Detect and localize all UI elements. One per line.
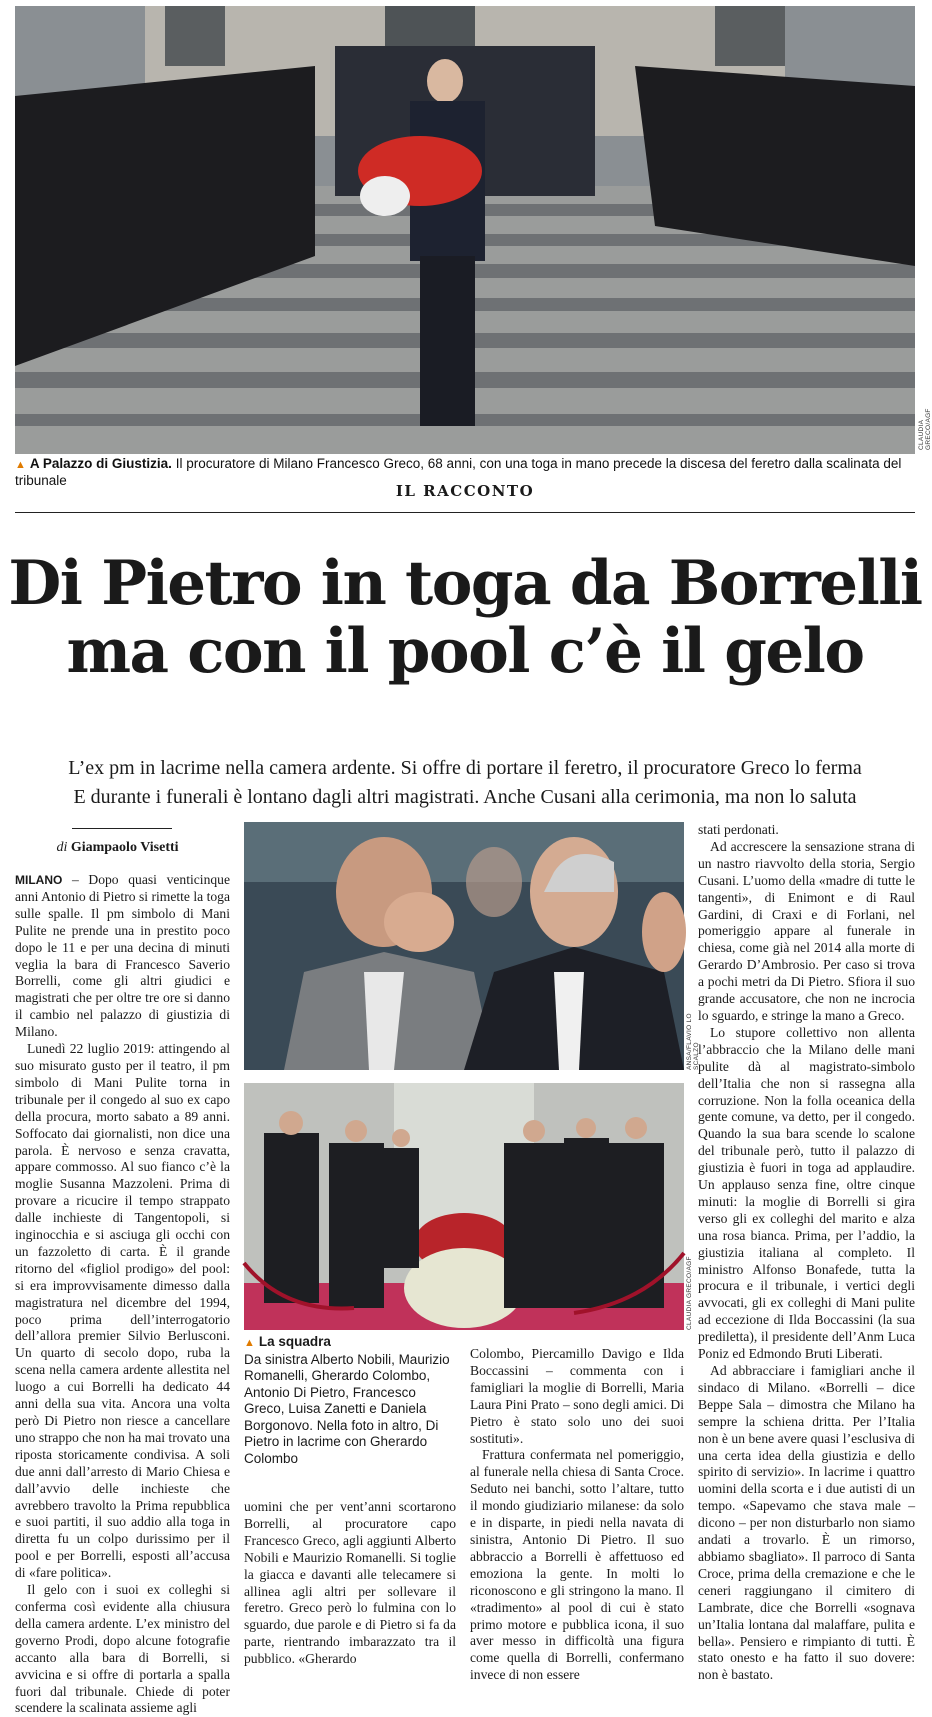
top-caption-title: A Palazzo di Giustizia. bbox=[29, 456, 172, 471]
col4-para-4: Ad abbracciare i famigliari anche il sindaco di Milano. «Borrelli – dice Beppe Sala – dimostra che Milano ha sempre la schiena dritta. Per l’Italia non è un bene avere quasi l’esclusiva di una certa idea della giustizia e dello spirito di servizio». In lacrime i quattro uomini della scorta e i due autisti di un tempo. «Sapevamo che stava male – dicono – per non disturbarlo non siamo andati a trovarlo. È un rimorso, abbiamo sbagliato». Il parroco di Santa Croce, prima della cremazione e che le ceneri raggiungano il cimitero di Lambrate, dice che Borrelli «sognava un’Italia lontana dal malaffare, pulita e bella». Pensiero e rimpianto di tutti. È stato onesto e ha fatto il suo dovere: non è bastato. bbox=[698, 1363, 915, 1683]
lower-caption-title: La squadra bbox=[258, 1334, 331, 1349]
col1-para-1: – Dopo quasi venticinque anni Antonio di Pietro si rimette la toga sulle spalle. Il pm simbolo di Mani Pulite ne prende una in prestito poco dopo le 11 e per una decina di minuti veglia la bara di Francesco Saverio Borrelli, come gli altri giudici e magistrati che per oltre tre ore si danno il cambio nel palazzo di giustizia di Milano. bbox=[15, 872, 230, 1040]
col4-para-3: Lo stupore collettivo non allenta l’abbraccio che la Milano delle mani pulite dà al magistrato-simbolo dell’Italia che non si rassegna alla corruzione. Non la folla oceanica della gente comune, va detto, per il congedo. Quando la sua bara scende lo scalone del tribunale però, tutto il palazzo di giustizia è fuori in toga ad applaudire. Un applauso senza fine, oltre cinque minuti: la moglie di Borrelli si gira verso gli ex colleghi del marito e alza una rosa bianca. Prima, per l’addio, la giustizia italiana al completo. Il ministro Alfonso Bonafede, tutta la procura e il tribunale, i vertici degli avvocati, gli ex colleghi di Mani pulite ad eccezione di Ilda Boccassini (la sua prediletta), il presidente dell’Anm Luca Poniz ed Edmondo Bruti Liberati. bbox=[698, 1024, 915, 1362]
headline bbox=[0, 550, 930, 686]
article-column-4 bbox=[698, 822, 915, 1683]
kicker-rule bbox=[15, 512, 915, 513]
mid-photo-credit: ANSA/FLAVIO LO SCALZO bbox=[686, 1013, 700, 1070]
col1-para-2: Lunedì 22 luglio 2019: attingendo al suo misurato gusto per il teatro, il pm simbolo di Mani Pulite torna in tribunale per il congedo al suo ex capo della procura, morto sabato a 89 anni. Soffocato dai giornalisti, non dice una parola. È nervoso e senza cravatta, appare commosso. Al suo fianco c’è la moglie Susanna Mazzoleni. Prima di provare a ricucire il tempo strappato dalle inchieste di Tangentopoli, si inginocchia e si asciuga gli occhi con un fazzoletto di carta. È il grande ritorno del «figliol prodigo» del pool: si era improvvisamente dimesso dalla magistratura nel dicembre del 1994, poco prima dell’interrogatorio dell’allora premier Silvio Berlusconi. Un quarto di secolo dopo, ruba la scena nella camera ardente allestita nel luogo a cui Borrelli ha dedicato 44 anni della sua vita. Ancora una volta però Di Pietro non riesce a cancellare uno strappo che non ha mai trovato una riposta storicamente condivisa. A soli due anni dall’arresto di Mario Chiesa e dall’avvio delle inchieste che avrebbero travolto la Prima repubblica e suoi partiti, il suo addio alla toga in diretta fu un colpo durissimo per il pool e per Borrelli, esposti all’accusa di «fare politica». bbox=[15, 1041, 230, 1581]
lower-photo bbox=[244, 1083, 684, 1330]
caption-triangle-icon: ▲ bbox=[15, 459, 26, 471]
headline-line-1: Di Pietro in toga da Borrelli bbox=[8, 548, 922, 619]
lower-caption-text: Da sinistra Alberto Nobili, Maurizio Romanelli, Gherardo Colombo, Antonio Di Pietro, Francesco Greco, Luisa Zanetti e Daniela Borgonovo. Nella foto in altro, Di Pietro in lacrime con Gherardo Colombo bbox=[244, 1351, 450, 1466]
dateline: MILANO bbox=[15, 873, 63, 887]
caption-triangle-icon-2: ▲ bbox=[244, 1337, 255, 1349]
lower-photo-credit: CLAUDIA GRECO/AGF bbox=[686, 1256, 693, 1330]
byline bbox=[15, 840, 220, 856]
col4-para-1: stati perdonati. bbox=[698, 822, 779, 837]
deck bbox=[0, 754, 930, 812]
col3-para-2: Frattura confermata nel pomeriggio, al funerale nella chiesa di Santa Croce. Seduto nei banchi, sotto l’altare, tutto il mondo giudiziario milanese: da solo e in disparte, in piedi nella navata di sinistra, Antonio Di Pietro. Il suo abbraccio a Borrelli è affettuoso ed emoziona la gente. In molti lo riconoscono e gli stringono la mano. Il «tradimento» al pool di cui è stato primo motore e pubblica icona, il suo aver messo in difficoltà una figura come quella di Borrelli, confermano invece di non essere bbox=[470, 1447, 684, 1683]
top-photo bbox=[15, 6, 915, 454]
article-column-3 bbox=[470, 1346, 684, 1683]
headline-line-2: ma con il pool c’è il gelo bbox=[66, 616, 864, 687]
article-column-2 bbox=[244, 1499, 456, 1667]
lower-photo-caption bbox=[244, 1334, 454, 1467]
deck-line-2: E durante i funerali è lontano dagli altri magistrati. Anche Cusani alla cerimonia, ma non lo saluta bbox=[73, 786, 857, 808]
col3-para-1: Colombo, Piercamillo Davigo e Ilda Boccassini – commenta con i famigliari la moglie di Borrelli, Maria Laura Pini Prato – sono degli amici. Di Pietro è stato solo uno dei suoi sostituti». bbox=[470, 1346, 684, 1446]
mid-photo bbox=[244, 822, 684, 1070]
deck-line-1: L’ex pm in lacrime nella camera ardente. Si offre di portare il feretro, il procuratore Greco lo ferma bbox=[68, 757, 862, 779]
section-kicker: IL RACCONTO bbox=[395, 482, 535, 500]
col4-para-2: Ad accrescere la sensazione strana di un nastro riavvolto della storia, Sergio Cusani. L’uomo della «madre di tutte le tangenti», di Enimont e di Raul Gardini, di Craxi e di Forlani, nel pomeriggio appare al funerale in chiesa, come già nel 2014 alla morte di Gerardo D’Ambrosio. Per caso si trova a pochi metri da Di Pietro. Sfiora il suo grande accusatore, che non ne incrocia lo sguardo, e stringe la mano a Greco. bbox=[698, 838, 915, 1023]
col1-para-3: Il gelo con i suoi ex colleghi si conferma così evidente alla chiusura della camera ardente. L’ex ministro del governo Prodi, dopo alcune fotografie accanto alla bara di Borrelli, si avvicina e si offre di portarla a spalla fuori dal tribunale. Chiede di poter scendere la scalinata assieme agli bbox=[15, 1582, 230, 1716]
byline-rule bbox=[72, 828, 172, 829]
byline-prefix: di bbox=[56, 840, 68, 855]
article-column-1 bbox=[15, 872, 230, 1716]
byline-author: Giampaolo Visetti bbox=[70, 840, 179, 855]
col2-para-1: uomini che per vent’anni scortarono Borrelli, al procuratore capo Francesco Greco, agli aggiunti Alberto Nobili e Maurizio Romanelli. Si toglie la giacca e davanti alle telecamere si allinea agli altri per sollevare il feretro. Greco però lo fulmina con lo sguardo, due parole e di Pietro si fa da parte, rientrando imbarazzato tra il pubblico. «Gherardo bbox=[244, 1499, 456, 1667]
top-caption-text: Il procuratore di Milano Francesco Greco, 68 anni, con una toga in mano precede la discesa del feretro dalla scalinata del tribunale bbox=[15, 456, 902, 488]
top-photo-credit: CLAUDIA GRECO/AGF bbox=[918, 408, 932, 450]
